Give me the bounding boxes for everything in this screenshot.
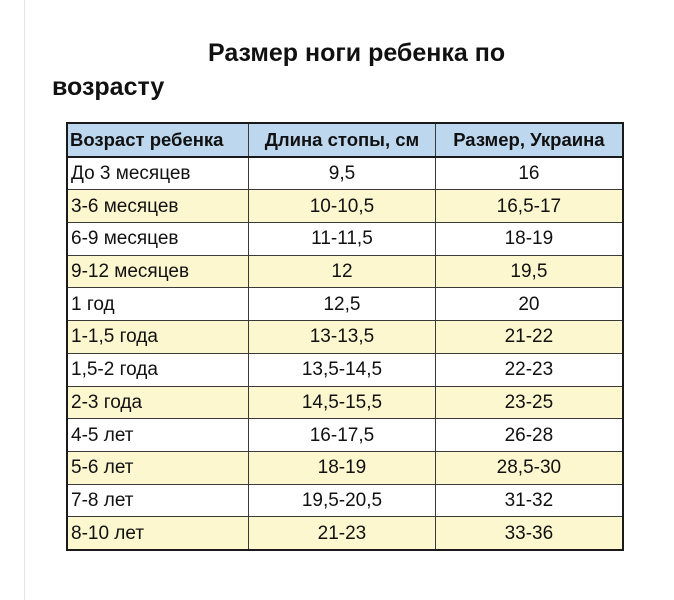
header-size-ukraine: Размер, Украина	[435, 123, 623, 157]
table-row	[67, 190, 623, 223]
cell-size: 26-28	[435, 419, 623, 452]
cell-foot-length: 12	[249, 255, 436, 288]
cell-age: 4-5 лет	[67, 419, 249, 452]
cell-age: 1-1,5 года	[67, 321, 249, 354]
cell-size: 28,5-30	[435, 451, 623, 484]
header-age: Возраст ребенка	[67, 123, 249, 157]
page-title: Размер ноги ребенка по возрасту	[52, 39, 506, 101]
cell-foot-length: 11-11,5	[249, 223, 436, 256]
cell-foot-length: 19,5-20,5	[249, 484, 436, 517]
cell-foot-length: 10-10,5	[249, 190, 436, 223]
table-row	[67, 353, 623, 386]
table-row	[67, 255, 623, 288]
cell-foot-length: 18-19	[249, 451, 436, 484]
cell-age: 3-6 месяцев	[67, 190, 249, 223]
cell-size: 23-25	[435, 386, 623, 419]
cell-age: 7-8 лет	[67, 484, 249, 517]
cell-size: 16,5-17	[435, 190, 623, 223]
cell-foot-length: 16-17,5	[249, 419, 436, 452]
cell-size: 31-32	[435, 484, 623, 517]
cell-size: 22-23	[435, 353, 623, 386]
cell-age: 1 год	[67, 288, 249, 321]
cell-age: До 3 месяцев	[67, 157, 249, 190]
header-foot-length: Длина стопы, см	[249, 123, 436, 157]
cell-foot-length: 21-23	[249, 517, 436, 550]
table-row	[67, 288, 623, 321]
page-left-border	[24, 0, 25, 600]
table-row	[67, 451, 623, 484]
cell-foot-length: 13,5-14,5	[249, 353, 436, 386]
cell-size: 33-36	[435, 517, 623, 550]
cell-age: 2-3 года	[67, 386, 249, 419]
shoe-size-table	[66, 122, 624, 551]
cell-size: 19,5	[435, 255, 623, 288]
cell-age: 1,5-2 года	[67, 353, 249, 386]
table-row	[67, 484, 623, 517]
cell-age: 9-12 месяцев	[67, 255, 249, 288]
table-header-row	[67, 123, 623, 157]
cell-age: 8-10 лет	[67, 517, 249, 550]
size-table-container	[66, 122, 624, 551]
table-row	[67, 517, 623, 550]
cell-size: 18-19	[435, 223, 623, 256]
table-row	[67, 386, 623, 419]
cell-size: 20	[435, 288, 623, 321]
table-row	[67, 419, 623, 452]
cell-foot-length: 12,5	[249, 288, 436, 321]
table-row	[67, 223, 623, 256]
cell-age: 5-6 лет	[67, 451, 249, 484]
cell-age: 6-9 месяцев	[67, 223, 249, 256]
cell-size: 16	[435, 157, 623, 190]
table-row	[67, 321, 623, 354]
table-row	[67, 157, 623, 190]
cell-foot-length: 9,5	[249, 157, 436, 190]
cell-foot-length: 13-13,5	[249, 321, 436, 354]
cell-foot-length: 14,5-15,5	[249, 386, 436, 419]
cell-size: 21-22	[435, 321, 623, 354]
